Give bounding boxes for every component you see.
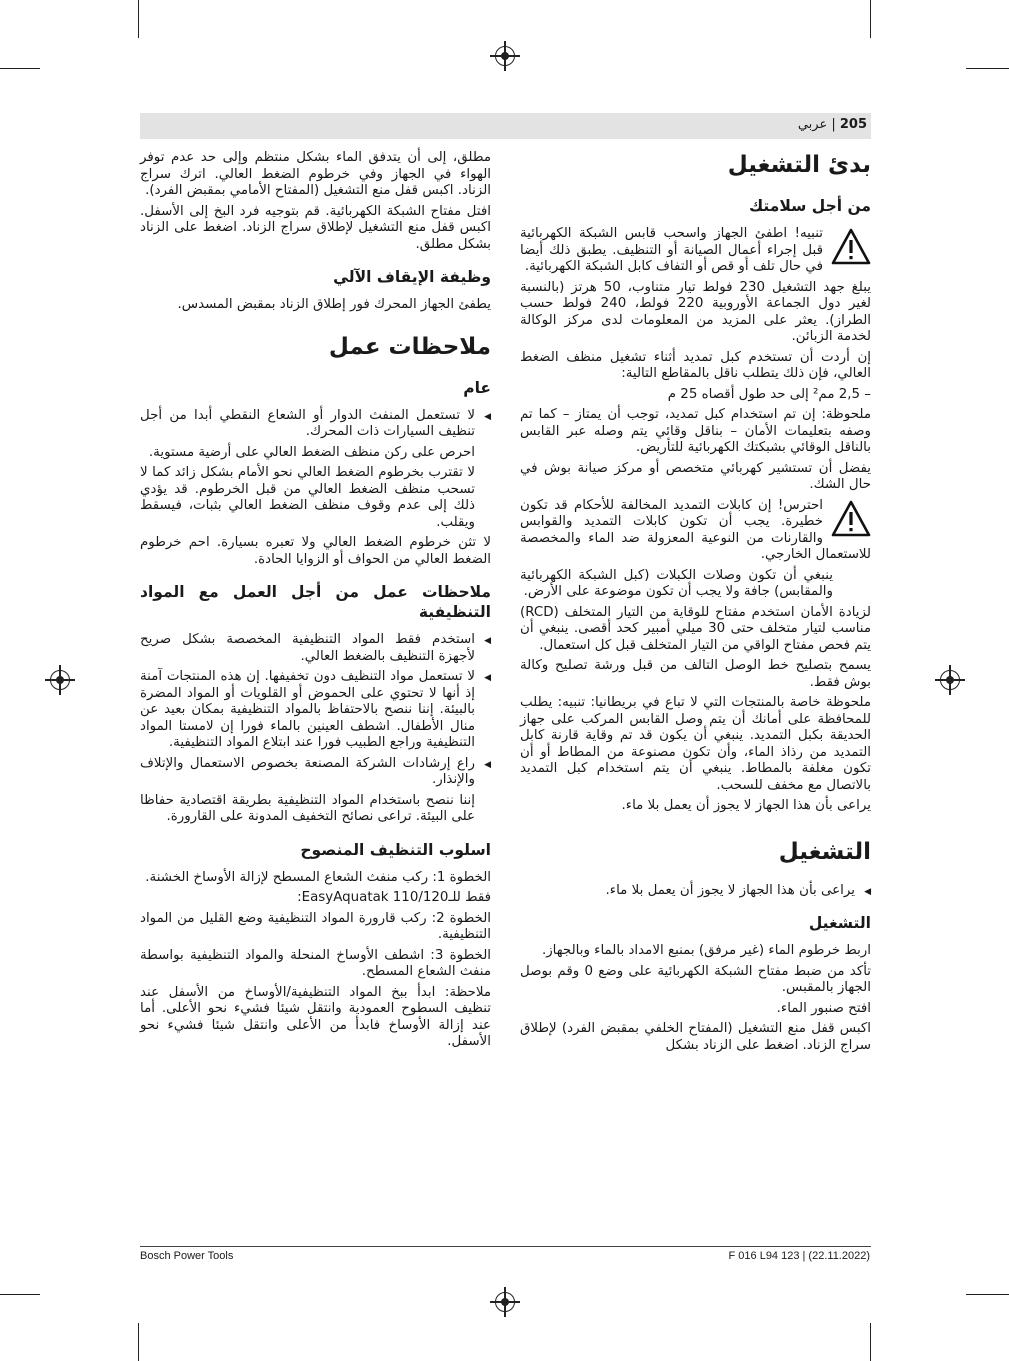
crop-mark (138, 1323, 139, 1361)
paragraph: مطلق، إلى أن يتدفق الماء بشكل منتظم وإلى حد عدم توفر الهواء في الجهاز وفي خرطوم الضغط العالي. اترك سراج الزناد. اكبس قفل منع التشغيل (المفتاح الأمامي بمقبض الفرد). (140, 150, 491, 198)
crop-mark (0, 68, 40, 69)
crop-mark (0, 1294, 40, 1295)
right-column (520, 150, 871, 1058)
paragraph: الخطوة 1: ركب منفث الشعاع المسطح لإزالة الأوساخ الخشنة. (145, 869, 491, 885)
paragraph: اربط خرطوم الماء (غير مرفق) بمنبع الامداد بالماء وبالجهاز. (541, 943, 871, 958)
bullet-item: ◀ راع إرشادات الشركة المصنعة بخصوص الاستعمال والإتلاف والإنذار. (140, 756, 491, 789)
left-column (140, 150, 491, 1055)
paragraph: فقط للـEasyAquatak 110/120: (297, 890, 491, 905)
warning-triangle-icon (831, 228, 871, 266)
paragraph: يطفئ الجهاز المحرك فور إطلاق الزناد بمقبض المسدس. (177, 297, 491, 312)
footer-rule (140, 1246, 871, 1247)
bullet-item: ◀ يراعى بأن هذا الجهاز لا يجوز أن يعمل بلا ماء. (520, 883, 871, 900)
paragraph: لا تقترب بخرطوم الضغط العالي نحو الأمام بشكل زائد كما لا تسحب منظف الضغط العالي من قبل الخرطوم. قد يؤدي ذلك إلى عدم وقوف منظف الضغط العالي بثبات، فيسقط ويقلب. (140, 465, 475, 530)
paragraph: – 2,5 مم² إلى حد طول أقصاه 25 م (667, 386, 871, 402)
registration-mark-left (50, 670, 70, 690)
paragraph: إن أردت أن تستخدم كبل تمديد أثناء تشغيل منظف الضغط العالي، فإن ذلك يتطلب ناقل بالمقاطع التالية: (520, 349, 871, 381)
bullet-item: ◀ استخدم فقط المواد التنظيفية المخصصة بشكل صريح لأجهزة التنظيف بالضغط العالي. (140, 632, 491, 665)
warning-text: احترس! إن كابلات التمديد المخالفة للأحكام قد تكون خطيرة. يجب أن تكون كابلات التمديد والقوابس والقارنات من النوعية المعزولة ضد الماء والمخصصة للاستعمال الخارجي. (520, 497, 871, 562)
paragraph: يبلغ جهد التشغيل 230 فولط تيار متناوب، 50 هرتز (بالنسبة لغير دول الجماعة الأوروبية 220 فولط، 240 فولط حسب الطراز). يعثر على المزيد من المعلومات لدى مركز الوكالة لخدمة الزبائن. (520, 279, 871, 344)
bullet-item: ◀ لا تستعمل المنفث الدوار أو الشعاع النقطي أبدا من أجل تنظيف السيارات ذات المحرك. (140, 408, 491, 441)
paragraph: ملاحظة: ابدأ ببخ المواد التنظيفية/الأوساخ من الأسفل عند تنظيف السطوح العمودية وانتقل شيئا فشيء نحو الأعلى. أما عند إزالة الأوساخ فابدأ من الأعلى وانتقل شيئا فشيء نحو الأسفل. (140, 984, 491, 1049)
heading-cleaning-method: اسلوب التنظيف المنصوح (300, 840, 491, 859)
warning-text: تنبيه! اطفئ الجهاز واسحب قابس الشبكة الكهربائية قبل إجراء أعمال الصيانة أو التنظيف. يطبق ذلك أيضا في حال تلف أو قص أو التفاف كابل الشبكة الكهربائية. (520, 226, 823, 274)
bullet-item: ◀ لا تستعمل مواد التنظيف دون تخفيفها. إن هذه المنتجات آمنة إذ أنها لا تحتوي على الحموض أو القلويات أو المواد المضرة بالبيئة. إننا ننصح بالاحتفاظ بالمواد التنظيفية بمكان بعيد عن منال الأطفال. اشطف العينين بالماء فورا إن لامستا المواد التنظيفية وراجع الطبيب فورا عند ابتلاع المواد التنظيفية. (140, 669, 491, 752)
warning-triangle-icon (831, 500, 871, 538)
paragraph: اكبس قفل منع التشغيل (المفتاح الخلفي بمقبض الفرد) لإطلاق سراج الزناد. اضغط على الزناد بشكل (520, 1021, 871, 1053)
heading-safety: من أجل سلامتك (748, 197, 871, 215)
paragraph: يراعى بأن هذا الجهاز لا يجوز أن يعمل بلا ماء. (621, 798, 871, 813)
paragraph: ينبغي أن تكون وصلات الكبلات (كبل الشبكة الكهربائية والمقابس) جافة ولا يجب أن تكون موضوعة على الأرض. (520, 567, 833, 599)
paragraph: يسمح بتصليح خط الوصل التالف من قبل ورشة تصليح وكالة بوش فقط. (520, 658, 871, 690)
paragraph: الخطوة 3: اشطف الأوساخ المنحلة والمواد التنظيفية بواسطة منفث الشعاع المسطح. (140, 947, 491, 979)
page-number: 205 (839, 117, 867, 132)
warning-block (520, 226, 871, 276)
paragraph: افتل مفتاح الشبكة الكهربائية. قم بتوجيه فرد البخ إلى الأسفل. اكبس قفل منع التشغيل لإطلاق سراج الزناد. اضغط على الزناد بشكل مطلق. (140, 203, 491, 252)
heading-work-notes: ملاحظات عمل (328, 333, 491, 360)
paragraph: إننا ننصح باستخدام المواد التنظيفية بطريقة اقتصادية حفاظا على البيئة. تراعى نصائح التخفيف المدونة على القارورة. (140, 792, 475, 824)
paragraph: ملحوظة خاصة بالمنتجات التي لا تباع في بريطانيا: تنبيه: يطلب للمحافظة على أمانك أن يتم وصل القابس المركب على جهاز الحديقة بكبل التمديد. ينبغي أن يكون قد تم وقاية قارنة كابل التمديد من رذاذ الماء، وأن تكون مصنوعة من المطاط أو أن تكون مغلفة بالمطاط. ينبغي أن يتم استخدام كبل التمديد بالاتصال مع مخفف للسحب. (520, 695, 871, 793)
page-header-bar (140, 113, 871, 139)
paragraph: احرص على ركن منظف الضغط العالي على أرضية مستوية. (148, 444, 475, 460)
paragraph: يفضل أن تستشير كهربائي متخصص أو مركز صيانة بوش في حال الشك. (520, 460, 871, 492)
paragraph: لا تثن خرطوم الضغط العالي ولا تعبره بسيارة. احم خرطوم الضغط العالي من الحواف أو الزوايا الحادة. (140, 535, 491, 567)
heading-startup: بدئ التشغيل (727, 152, 871, 178)
heading-auto-stop: وظيفة الإيقاف الآلي (333, 268, 491, 286)
footer-code: F 016 L94 123 | (22.11.2022) (728, 1250, 870, 1262)
crop-mark (870, 1323, 871, 1361)
heading-operation: التشغيل (778, 838, 871, 865)
page-header: 205 | عربي (797, 117, 867, 132)
registration-mark-right (940, 670, 960, 690)
registration-mark-top (495, 46, 515, 66)
paragraph: ملحوظة: إن تم استخدام كبل تمديد، توجب أن يمتاز – كما تم وصفه بتعليمات الأمان – بناقل وقائي يتم وصله عبر القابس بالناقل الوقائي بشبكتك الكهربائية للتأريض. (520, 407, 871, 455)
registration-mark-bottom (495, 1292, 515, 1312)
crop-mark (966, 1294, 1009, 1295)
language-label: عربي (797, 117, 828, 132)
heading-general: عام (463, 378, 491, 397)
paragraph: تأكد من ضبط مفتاح الشبكة الكهربائية على وضع 0 وقم بوصل الجهاز بالمقبس. (520, 963, 871, 995)
crop-mark (138, 0, 139, 38)
crop-mark (870, 0, 871, 38)
heading-operation-sub: التشغيل (808, 914, 871, 932)
paragraph: افتح صنبور الماء. (776, 1000, 871, 1016)
warning-block (520, 498, 871, 564)
paragraph: لزيادة الأمان استخدم مفتاح للوقاية من التيار المتخلف (RCD) مناسب لتيار متخلف حتى 30 ميلي أمبير كحد أقصى. ينبغي أن يتم فحص مفتاح الواقي من التيار المتخلف قبل كل استعمال. (520, 604, 871, 653)
crop-mark (966, 68, 1009, 69)
footer-brand: Bosch Power Tools (140, 1250, 234, 1262)
paragraph: الخطوة 2: ركب قارورة المواد التنظيفية وضع القليل من المواد التنظيفية. (140, 910, 492, 942)
heading-detergent-notes: ملاحظات عمل من أجل العمل مع المواد التنظيفية (140, 583, 491, 621)
